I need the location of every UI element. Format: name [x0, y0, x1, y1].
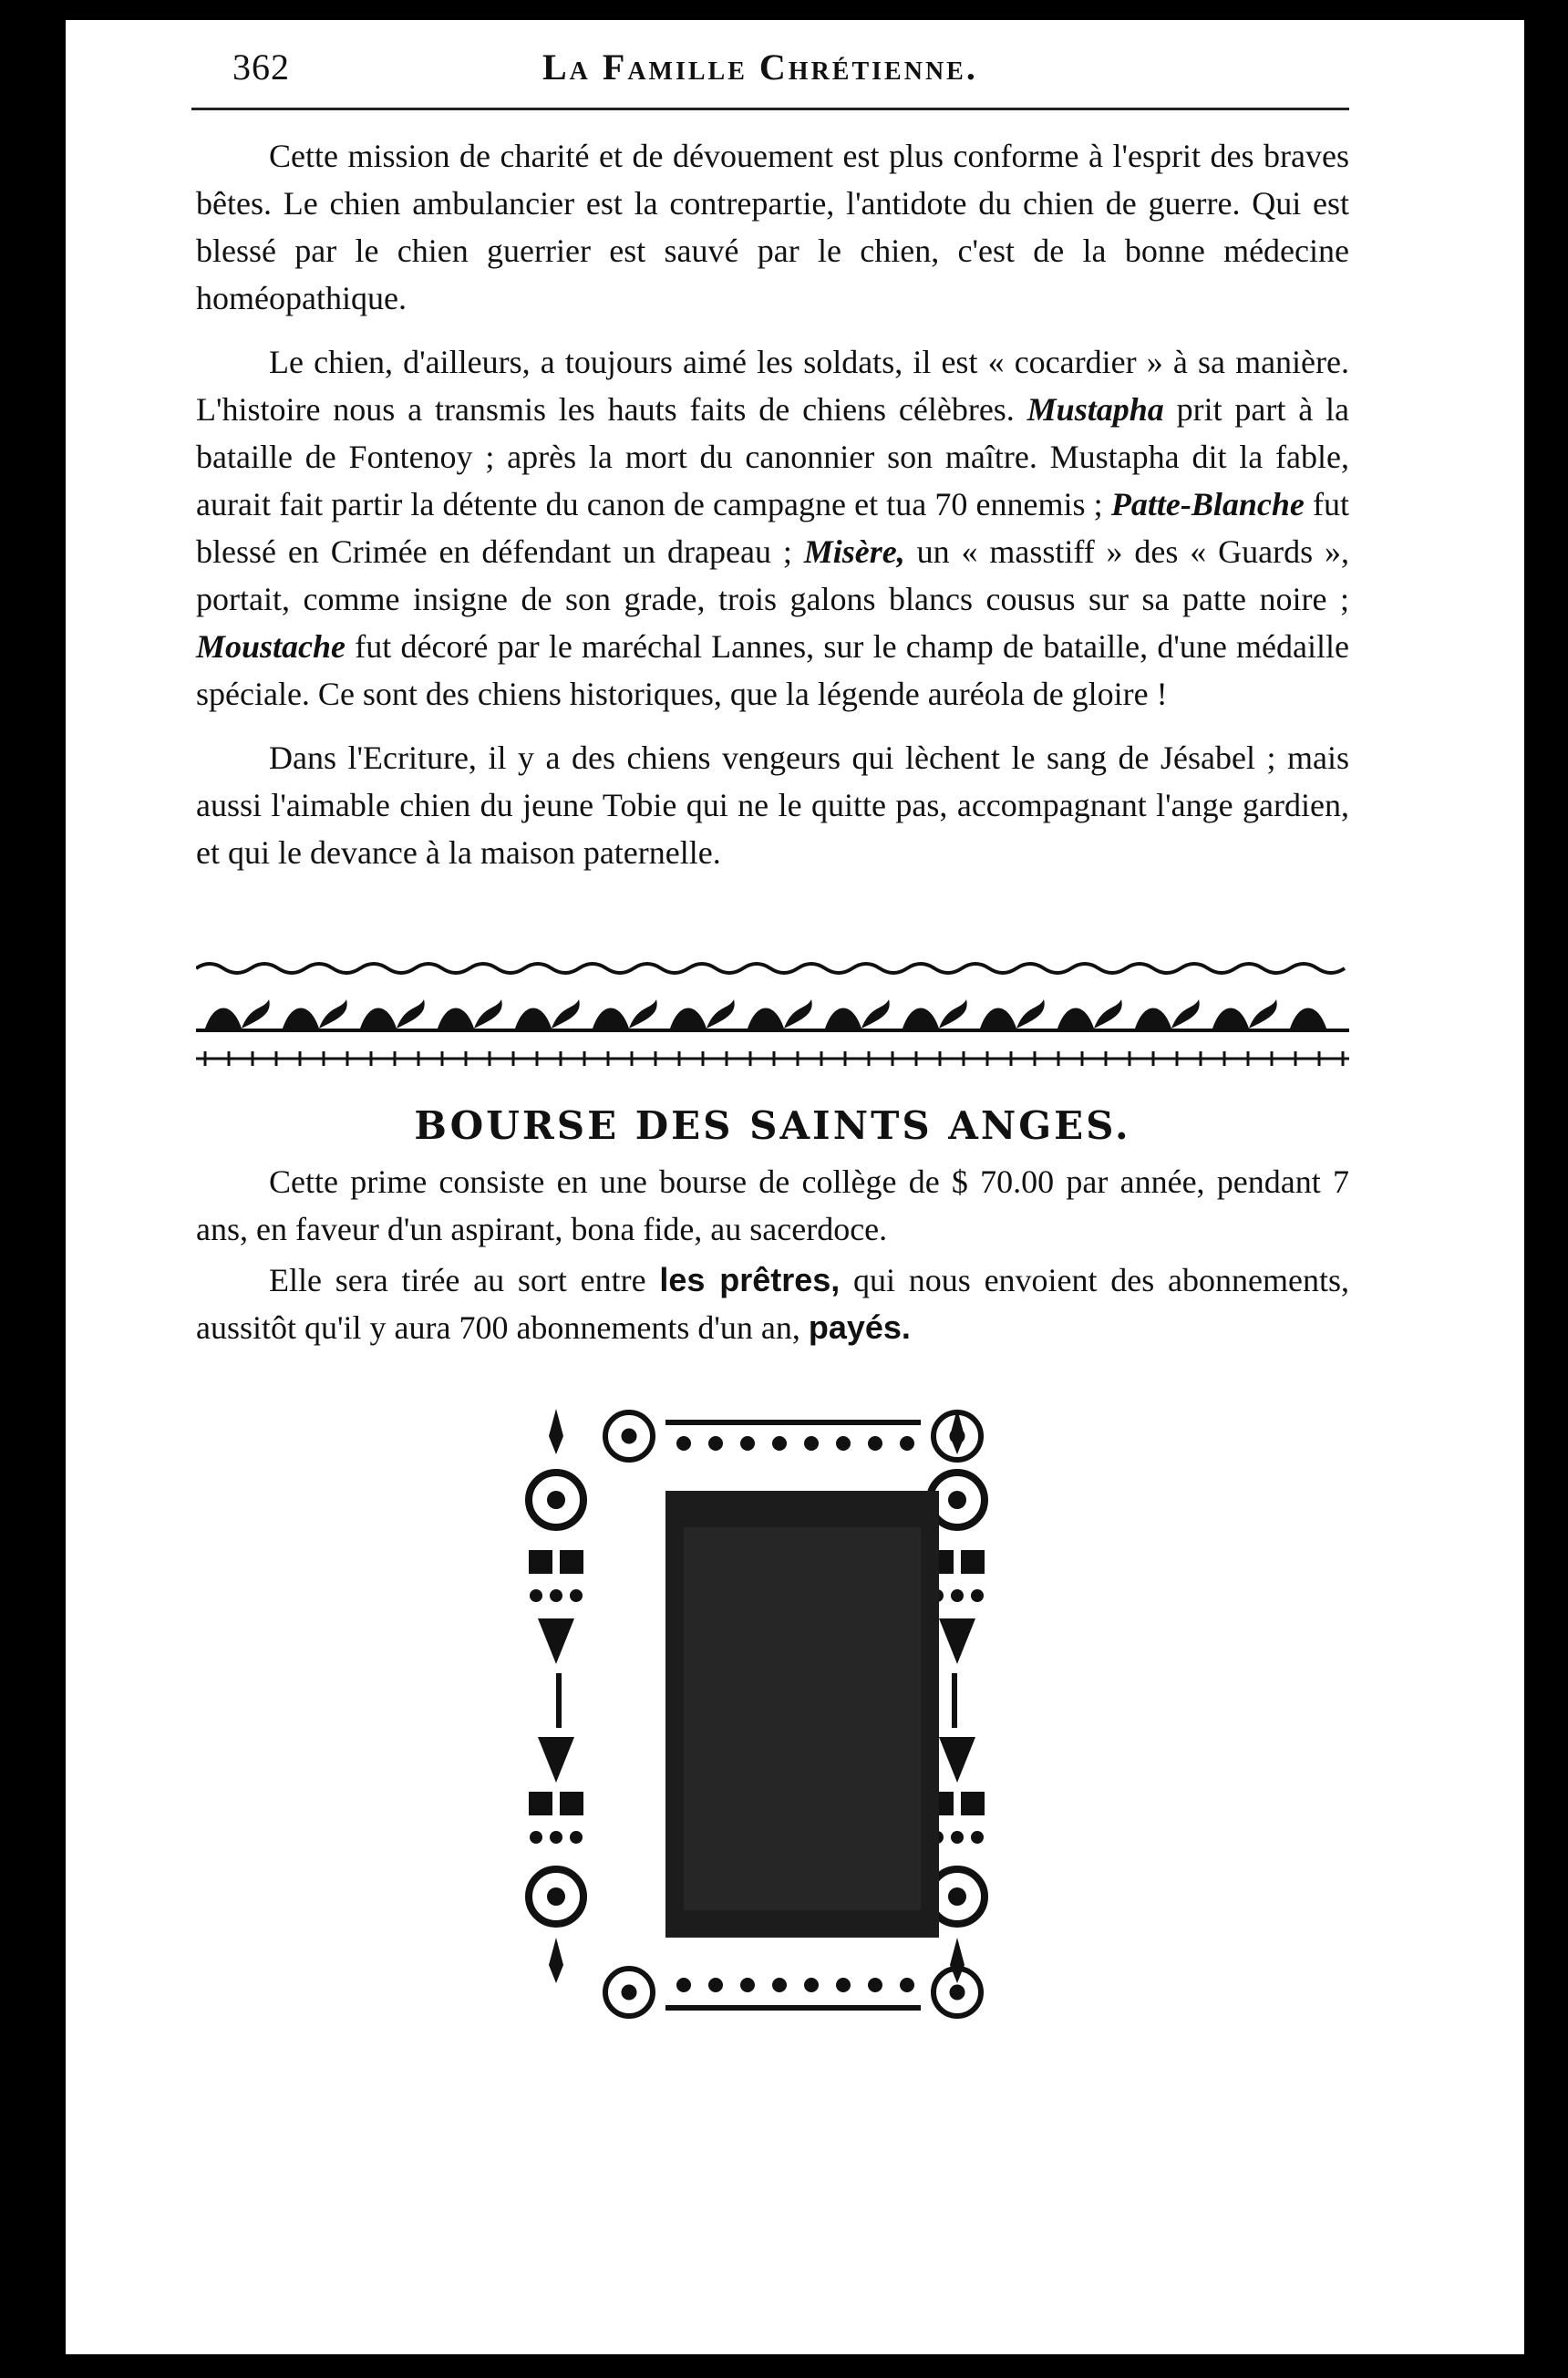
article-body	[196, 132, 1349, 893]
prize-paragraph-2	[196, 1256, 1349, 1351]
paragraph-2-text-e: fut décoré par le maréchal Lannes, sur le champ de bataille, d'une médaille spéciale. Ce sont des chiens historiques, que la légende auréola de gloire !	[196, 628, 1349, 712]
decorative-divider	[196, 957, 1349, 1069]
ornamental-frame	[520, 1400, 994, 2029]
prize-bold-paid: payés.	[808, 1308, 911, 1346]
paragraph-2	[196, 338, 1349, 718]
dog-name-moustache: Moustache	[196, 628, 346, 665]
dog-name-misere: Misère,	[803, 533, 905, 570]
running-title: La Famille Chrétienne.	[542, 47, 978, 88]
cross-rule-ornament	[196, 1049, 1349, 1069]
page-number: 362	[232, 47, 290, 88]
section-heading: BOURSE DES SAINTS ANGES.	[414, 1103, 1131, 1148]
paragraph-2-text-d: un « masstiff » des « Guards », portait, comme insigne de son grade, trois galons blancs cousus sur sa patte noire ;	[196, 533, 1350, 617]
prize-paragraph-1: Cette prime consiste en une bourse de collège de $ 70.00 par année, pendant 7 ans, en faveur d'un aspirant, bona fide, au sacerdoce.	[196, 1163, 1349, 1247]
wave-rule-ornament	[196, 957, 1349, 979]
prize-text-b: qui nous envoient des abonnements, aussitôt qu'il y aura 700 abonnements d'un an,	[196, 1262, 1349, 1346]
leaf-rule-ornament	[196, 992, 1349, 1043]
paragraph-1: Cette mission de charité et de dévouement est plus conforme à l'esprit des braves bêtes. Le chien ambulancier est la contrepartie, l'antidote du chien de guerre. Qui est blessé par le chien guerrier est sauvé par le chien, c'est de la bonne médecine homéopathique.	[196, 138, 1349, 316]
prize-announcement	[196, 1158, 1349, 1355]
prize-text-a: Elle sera tirée au sort entre	[269, 1262, 646, 1298]
prize-bold-priests: les prêtres,	[659, 1261, 841, 1298]
dog-name-patte-blanche: Patte-Blanche	[1110, 486, 1305, 522]
paragraph-2-text-b: prit part à la bataille de Fontenoy ; après la mort du canonnier son maître. Mustapha dit la fable, aurait fait partir la détente du canon de campagne et tua 70 ennemis ;	[196, 391, 1350, 522]
paragraph-3: Dans l'Ecriture, il y a des chiens vengeurs qui lèchent le sang de Jésabel ; mais aussi l'aimable chien du jeune Tobie qui ne le quitte pas, accompagnant l'ange gardien, et qui le devance à la maison paternelle.	[196, 739, 1349, 871]
paragraph-2-text-c: fut blessé en Crimée en défendant un drapeau ;	[196, 486, 1350, 570]
paragraph-2-text-a: Le chien, d'ailleurs, a toujours aimé les soldats, il est « cocardier » à sa manière. L'histoire nous a transmis les hauts faits de chiens célèbres.	[196, 344, 1349, 428]
dog-name-mustapha: Mustapha	[1026, 391, 1164, 428]
running-header	[232, 38, 1354, 93]
header-rule	[191, 108, 1349, 110]
